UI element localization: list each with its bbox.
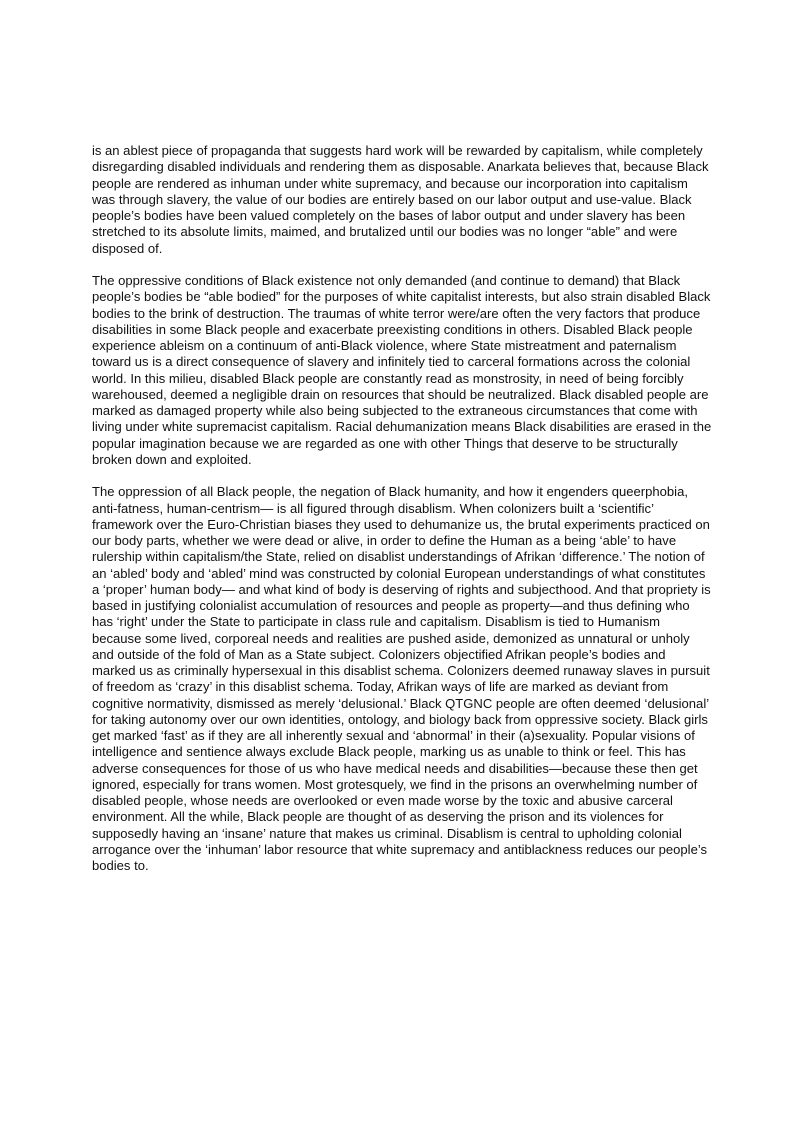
paragraph-2: The oppressive conditions of Black existence not only demanded (and continue to demand) that Black people’s bodies be “able bodied” for the purposes of white capitalist interests, but also strain disabled Black bodies to the brink of destruction. The traumas of white terror were/are often the very factors that produce disabilities in some Black people and exacerbate preexisting conditions in others. Disabled Black people experience ableism on a continuum of anti-Black violence, where State mistreatment and paternalism toward us is a direct consequence of slavery and infinitely tied to carceral formations across the colonial world. In this milieu, disabled Black people are constantly read as monstrosity, in need of being forcibly warehoused, deemed a negligible drain on resources that should be neutralized. Black disabled people are marked as damaged property while also being subjected to the extraneous circumstances that come with living under white supremacist capitalism. Racial dehumanization means Black disabilities are erased in the popular imagination because we are regarded as one with other Things that deserve to be structurally broken down and exploited.: [92, 273, 712, 467]
document-body: [92, 143, 712, 891]
paragraph-3: The oppression of all Black people, the negation of Black humanity, and how it engenders queerphobia, anti-fatness, human-centrism— is all figured through disablism. When colonizers built a ‘scientific’ framework over the Euro-Christian biases they used to dehumanize us, the brutal experiments practiced on our body parts, whether we were dead or alive, in order to define the Human as a being ‘able’ to have rulership within capitalism/the State, relied on disablist understandings of Afrikan ‘difference.’ The notion of an ‘abled’ body and ‘abled’ mind was constructed by colonial European understandings of what constitutes a ‘proper’ human body— and what kind of body is deserving of rights and subjecthood. And that propriety is based in justifying colonialist accumulation of resources and people as property—and thus defining who has ‘right’ under the State to participate in class rule and capitalism. Disablism is tied to Humanism because some lived, corporeal needs and realities are pushed aside, demonized as unnatural or unholy and outside of the fold of Man as a State subject. Colonizers objectified Afrikan people’s bodies and marked us as criminally hypersexual in this disablist schema. Colonizers deemed runaway slaves in pursuit of freedom as ‘crazy’ in this disablist schema. Today, Afrikan ways of life are marked as deviant from cognitive normativity, dismissed as merely ‘delusional.’ Black QTGNC people are often deemed ‘delusional’ for taking autonomy over our own identities, ontology, and biology back from oppressive society. Black girls get marked ‘fast’ as if they are all inherently sexual and ‘abnormal’ in their (a)sexuality. Popular visions of intelligence and sentience always exclude Black people, marking us as unable to think or feel. This has adverse consequences for those of us who have medical needs and disabilities—because these then get ignored, especially for trans women. Most grotesquely, we find in the prisons an overwhelming number of disabled people, whose needs are overlooked or even made worse by the toxic and abusive carceral environment. All the while, Black people are thought of as deserving the prison and its violences for supposedly having an ‘insane’ nature that makes us criminal. Disablism is central to upholding colonial arrogance over the ‘inhuman’ labor resource that white supremacy and antiblackness reduces our people’s bodies to.: [92, 484, 711, 873]
paragraph-1: is an ablest piece of propaganda that suggests hard work will be rewarded by capitalism, while completely disregarding disabled individuals and rendering them as disposable. Anarkata believes that, because Black people are rendered as inhuman under white supremacy, and because our incorporation into capitalism was through slavery, the value of our bodies are entirely based on our labor output and use-value. Black people’s bodies have been valued completely on the bases of labor output and under slavery has been stretched to its absolute limits, maimed, and brutalized until our bodies was no longer “able” and were disposed of.: [92, 143, 709, 256]
